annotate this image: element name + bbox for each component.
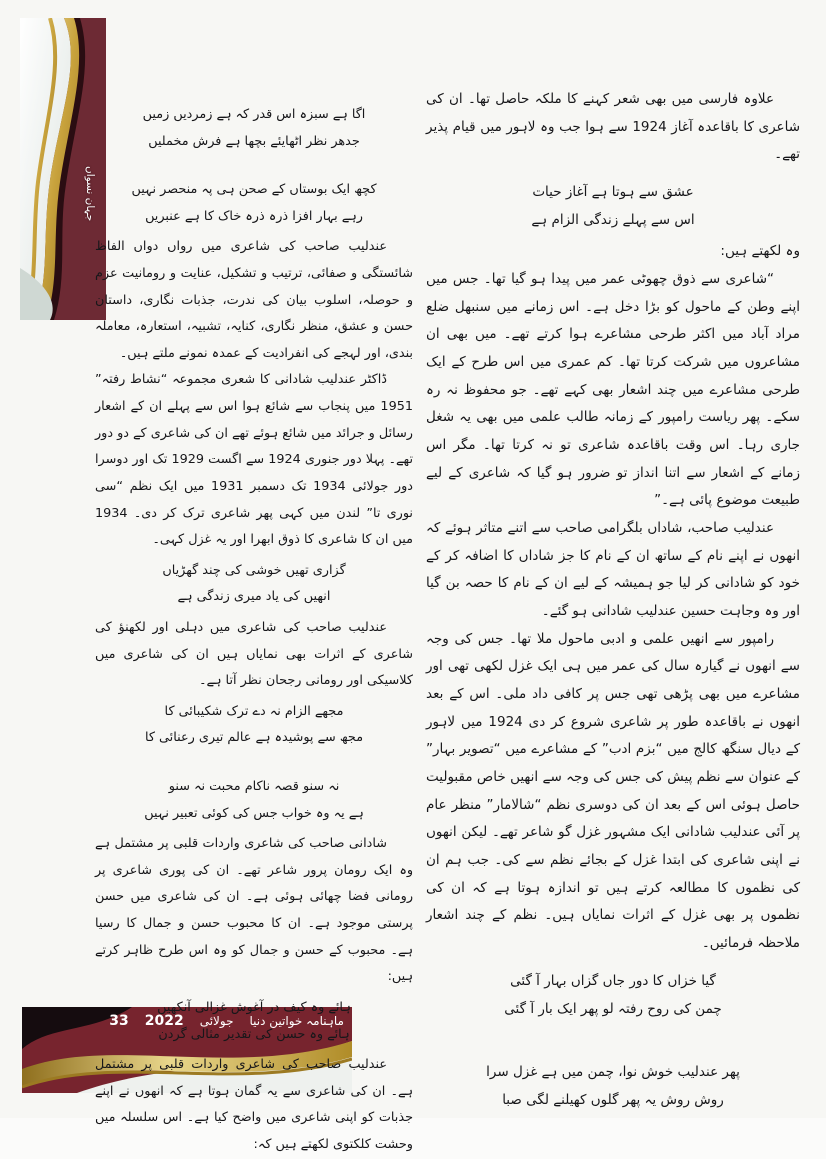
verse-line: اس سے پہلے زندگی الزام ہے [531, 211, 695, 228]
verse-couplet [95, 774, 413, 827]
verse-line: گیا خزاں کا دور جاں گزاں بہار آ گئی [510, 972, 716, 989]
verse-line: نہ سنو قصہ ناکام محبت نہ سنو [168, 779, 340, 795]
sidebar-ornament [20, 18, 106, 320]
magazine-name: ماہنامہ خواتین دنیا [249, 1014, 344, 1028]
verse-couplet [95, 177, 413, 230]
verse-line: روش روش یہ پھر گلوں کھیلنے لگی صبا [502, 1091, 724, 1108]
paragraph: وہ لکھتے ہیں: [720, 243, 800, 260]
verse-couplet [95, 102, 413, 155]
paragraph: عندلیب صاحب، شاداں بلگرامی صاحب سے اتنے متاثر ہوئے کہ انھوں نے اپنے نام کے ساتھ ان کے نام کا جز شاداں کا اضافہ کر کے خود کو شادانی کر لیا جو ہمیشہ کے لیے ان کے نام کا حصہ بن گیا اور وہ وجاہت حسین عندلیب شادانی ہو گئے۔ [426, 520, 800, 620]
verse-line: اگا ہے سبزہ اس قدر کہ ہے زمردیں زمیں [142, 107, 366, 122]
verse-line: عشق سے ہوتا ہے آغاز حیات [532, 184, 694, 201]
verse-line: کچھ ایک بوستاں کے صحن ہی پہ منحصر نہیں [131, 182, 377, 198]
verse-couplet [426, 968, 800, 1023]
paragraph: عندلیب صاحب کی شاعری میں رواں دواں الفاظ شائستگی و صفائی، ترتیب و تشکیل، عنایت و رومانیت عزم و حوصلہ، اسلوب بیان کی ندرت، جذبات نگاری، داستان حسن و عشق، منظر نگاری، کنایہ، تشبیہ، استعارہ، معاملہ بندی، اور لہجے کی انفرادیت کے عمدہ نمونے ملتے ہیں۔ [95, 239, 413, 361]
verse-couplet [426, 179, 800, 234]
article-column-left [95, 92, 413, 1159]
verse-couplet [95, 558, 413, 611]
paragraph: علاوہ فارسی میں بھی شعر کہنے کا ملکہ حاصل تھا۔ ان کی شاعری کا باقاعدہ آغاز 1924 سے ہوا جب وہ لاہور میں قیام پذیر تھے۔ [426, 91, 801, 163]
verse-couplet [95, 699, 413, 752]
verse-line: رہے بہار افزا ذرہ ذرہ خاک کا ہے عنبریں [145, 208, 363, 224]
verse-line: جدھر نظر اٹھایئے بچھا ہے فرش مخملیں [148, 133, 360, 149]
verse-line: ہے یہ وہ خواب جس کی کوئی تعبیر نہیں [144, 805, 364, 821]
verse-line: مجھ سے پوشیدہ ہے عالم تیری رعنائی کا [144, 730, 364, 746]
paragraph: ڈاکٹر عندلیب شادانی کا شعری مجموعہ “نشاط رفتہ” 1951 میں پنجاب سے شائع ہوا اس سے پہلے ان کے اشعار رسائل و جرائد میں شائع ہوئے تھے ان کی شاعری کے دو دور تھے۔ پہلا دور جنوری 1924 سے اگست 1929 تک اور دوسرا دور جولائی 1934 تک دسمبر 1931 میں ایک نظم “سی نوری تا” لندن میں کہی پھر شاعری ترک کر دی۔ 1934 میں ان کا شاعری کا ذوق ابھرا اور یہ غزل کہی۔ [94, 372, 414, 548]
verse-line: چمن کی روح رفتہ لو پھر ایک بار آ گئی [504, 1000, 722, 1017]
paragraph: عندلیب صاحب کی شاعری واردات قلبی پر مشتمل ہے۔ ان کی شاعری سے یہ گمان ہوتا ہے کہ انھوں نے اپنے جذبات کو اپنی شاعری میں واضح کیا ہے۔ اس سلسلہ میں وحشت کلکتوی لکھتے ہیں کہ: [95, 1057, 413, 1152]
verse-couplet [95, 995, 413, 1048]
paragraph: رامپور سے انھیں علمی و ادبی ماحول ملا تھا۔ جس کی وجہ سے انھوں نے گیارہ سال کی عمر میں ہی ایک غزل لکھی تھی اور مشاعرے میں بھی پڑھی تھی جس پر کافی داد ملی۔ اس کے بعد انھوں نے باقاعدہ طور پر شاعری شروع کر دی 1924 میں لاہور کے دیال سنگھ کالج میں “بزم ادب” کے مشاعرے میں “تصویر بہار” کے عنوان سے نظم پیش کی جس کی وجہ سے انھیں خاص مقبولیت حاصل ہوئی اس کے بعد ان کی دوسری نظم “شالامار” منظر عام پر آئی عندلیب شادانی ایک مشہور غزل گو شاعر تھے۔ لیکن انھوں نے اپنی شاعری کی ابتدا غزل کے بجائے نظم سے کی۔ جب ہم ان کی نظموں کا مطالعہ کرتے ہیں تو اندازہ ہوتا ہے کہ ان کی نظموں پر بھی غزل کے اثرات نمایاں ہیں۔ نظم کے چند اشعار ملاحظہ فرمائیں۔ [426, 630, 800, 952]
paragraph: عندلیب صاحب کی شاعری میں دہلی اور لکھنؤ کی شاعری کے اثرات بھی نمایاں ہیں ان کی شاعری میں کلاسیکی اور رومانی رجحان نظر آتا ہے۔ [95, 619, 413, 689]
issue-year: 2022 [144, 1013, 184, 1029]
page-number: 33 [109, 1013, 129, 1029]
verse-line: ہائے وہ کیف در آغوش غزالی آنکھیں [157, 999, 351, 1015]
verse-line: انھیں کی یاد میری زندگی ہے [177, 589, 331, 605]
sidebar-section-label: جہان نسواں [84, 166, 96, 222]
article-column-right [426, 86, 800, 1119]
paragraph: شادانی صاحب کی شاعری واردات قلبی پر مشتمل ہے وہ ایک رومان پرور شاعر تھے۔ ان کی پوری شاعری پر رومانی فضا چھائی ہوئی ہے۔ ان کی شاعری میں حسن پرستی موجود ہے۔ ان کا محبوب حسن و جمال کا رسیا ہے۔ محبوب کے حسن و جمال کو وہ اس طرح ظاہر کرتے ہیں: [95, 836, 413, 985]
verse-line: گزاری تھیں خوشی کی چند گھڑیاں [162, 562, 346, 578]
quote-paragraph: “شاعری سے ذوق چھوٹی عمر میں پیدا ہو گیا تھا۔ جس میں اپنے وطن کے ماحول کو بڑا دخل ہے۔ اس زمانے میں سنبھل ضلع مراد آباد میں اکثر طرحی مشاعرے ہوا کرتے تھے۔ میں بھی ان مشاعروں میں شرکت کرتا تھا۔ کم عمری میں اس طرح کے ایک طرحی مشاعرے میں چند اشعار بھی کہے تھے۔ جو محفوظ نہ رہ سکے۔ پھر ریاست رامپور کے زمانہ طالب علمی میں بھی یہ شغل جاری رہا۔ اس وقت باقاعدہ شاعری تو نہ کرتا تھا۔ مگر اس زمانے کے اشعار سے اتنا انداز تو ضرور ہو گیا کہ شاعری کے لیے طبیعت موضوع پائی ہے۔” [426, 271, 800, 509]
verse-couplet [426, 1059, 800, 1114]
verse-line: ہائے وہ حسن کی تقدیر مثالی گردن [158, 1026, 350, 1042]
verse-line: مجھے الزام نہ دے ترک شکیبائی کا [164, 703, 344, 719]
issue-month: جولائی [199, 1014, 234, 1028]
verse-line: پھر عندلیب خوش نوا، چمن میں ہے غزل سرا [486, 1064, 740, 1081]
